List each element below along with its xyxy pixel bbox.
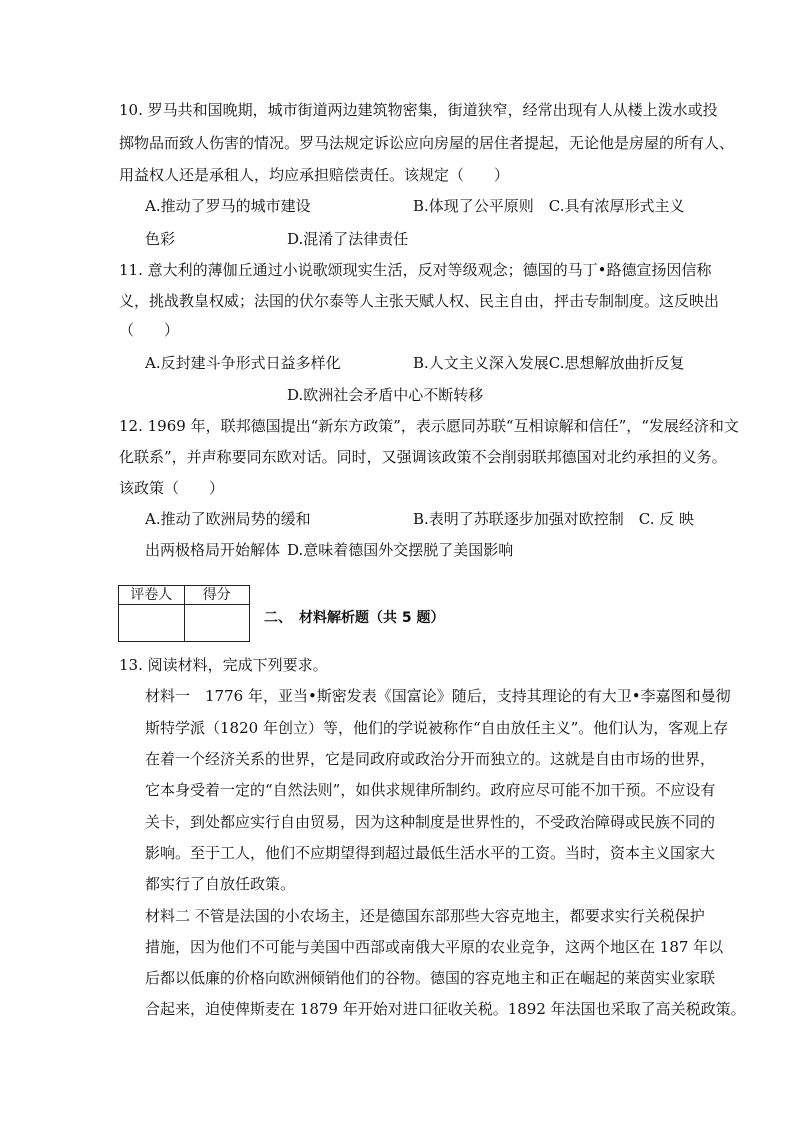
score-table-score-header: 得分 <box>184 586 250 605</box>
score-table-grader-header: 评卷人 <box>119 586 185 605</box>
question-11-option-d: D.欧洲社会矛盾中心不断转移 <box>287 386 484 404</box>
material-2-line-1: 材料二 不管是法国的小农场主，还是德国东部那些大容克地主，都要求实行关税保护 <box>145 907 705 925</box>
material-2-line-3: 后都以低廉的价格向欧洲倾销他们的谷物。德国的容克地主和正在崛起的莱茵实业家联 <box>145 969 716 987</box>
question-11-line-3: （ ） <box>119 321 180 339</box>
question-12-option-bc: B.表明了苏联逐步加强对欧控制 C. 反 映 <box>413 510 695 528</box>
question-10-option-a: A.推动了罗马的城市建设 <box>145 197 311 215</box>
material-2-line-2: 措施，因为他们不可能与美国中西部或南俄大平原的农业竞争，这两个地区在 187 年以 <box>145 938 724 956</box>
question-12-line-2: 化联系”，并声称要同东欧对话。同时，又强调该政策不会削弱联邦德国对北约承担的义务。 <box>119 448 727 466</box>
question-10-option-bc: B.体现了公平原则 C.具有浓厚形式主义 <box>413 197 685 215</box>
material-2-line-4: 合起来，迫使俾斯麦在 1879 年开始对进口征收关税。1892 年法国也采取了高关税政策。 <box>145 1000 746 1018</box>
material-1-line-6: 影响。至于工人，他们不应期望得到超过最低生活水平的工资。当时，资本主义国家大 <box>145 844 716 862</box>
question-12-line-3: 该政策（ ） <box>119 479 225 497</box>
score-table <box>118 585 250 642</box>
question-10-option-d: D.混淆了法律责任 <box>287 230 409 248</box>
question-10-option-c-cont: 色彩 <box>145 230 176 248</box>
question-10-line-1: 10. 罗马共和国晚期，城市街道两边建筑物密集，街道狭窄，经常出现有人从楼上泼水或投 <box>119 101 718 119</box>
material-1-line-2: 斯特学派（1820 年创立）等，他们的学说被称作“自由放任主义”。他们认为，客观上存 <box>145 719 729 737</box>
material-1-line-5: 关卡，到处都应实行自由贸易，因为这种制度是世界性的，不受政治障碍或民族不同的 <box>145 813 716 831</box>
material-1-line-1: 材料一 1776 年，亚当•斯密发表《国富论》随后，支持其理论的有大卫•李嘉图和曼彻 <box>145 687 731 705</box>
question-10-line-3: 用益权人还是承租人，均应承担赔偿责任。该规定（ ） <box>119 166 510 184</box>
question-11-option-bc: B.人文主义深入发展C.思想解放曲折反复 <box>413 354 685 372</box>
question-13-stem: 13. 阅读材料，完成下列要求。 <box>119 656 328 674</box>
question-11-option-a: A.反封建斗争形式日益多样化 <box>145 354 341 372</box>
material-1-line-4: 它本身受着一定的“自然法则”，如供求规律所制约。政府应尽可能不加干预。不应设有 <box>145 781 716 799</box>
section-2-title: 二、 材料解析题（共 5 题） <box>264 610 445 626</box>
question-11-line-1: 11. 意大利的薄伽丘通过小说歌颂现实生活，反对等级观念；德国的马丁•路德宣扬因信称 <box>119 261 712 279</box>
material-1-line-3: 在着一个经济关系的世界，它是同政府或政治分开而独立的。这就是自由市场的世界， <box>145 750 716 768</box>
question-12-option-c-cont: 出两极格局开始解体 <box>145 541 281 559</box>
score-table-grader-cell <box>119 605 185 642</box>
question-12-option-a: A.推动了欧洲局势的缓和 <box>145 510 311 528</box>
question-12-line-1: 12. 1969 年，联邦德国提出“新东方政策”，表示愿同苏联“互相谅解和信任”，“发展经济和文 <box>119 417 739 435</box>
question-10-line-2: 掷物品而致人伤害的情况。罗马法规定诉讼应向房屋的居住者提起，无论他是房屋的所有人、 <box>119 134 735 152</box>
material-1-line-7: 都实行了自放任政策。 <box>145 875 296 893</box>
question-12-option-d: D.意味着德国外交摆脱了美国影响 <box>287 541 514 559</box>
score-table-score-cell <box>184 605 250 642</box>
question-11-line-2: 义，挑战教皇权威；法国的伏尔泰等人主张天赋人权、民主自由，抨击专制制度。这反映出 <box>119 292 720 310</box>
